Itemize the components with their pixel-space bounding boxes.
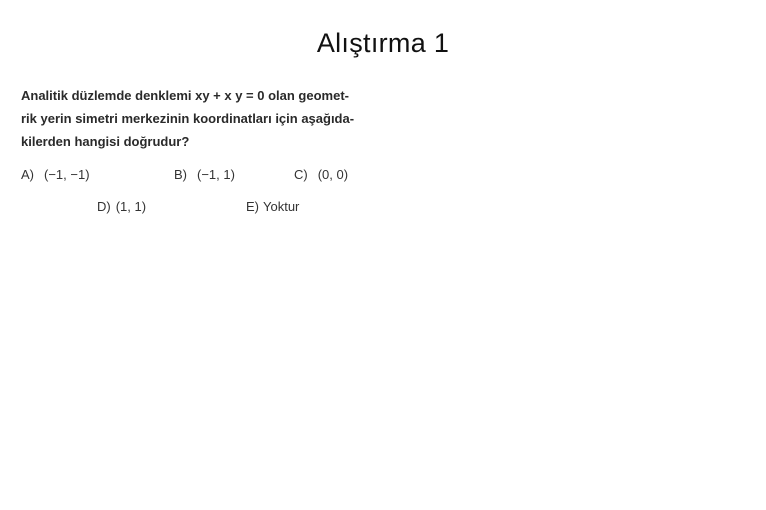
slide-title: Alıştırma 1	[316, 28, 450, 58]
option-c-label: C)	[294, 167, 308, 182]
option-e-value: Yoktur	[263, 199, 300, 214]
option-d	[97, 199, 146, 214]
option-d-label: D)	[97, 199, 111, 214]
option-b-label: B)	[174, 167, 187, 182]
question-line-1: Analitik düzlemde denklemi xy + x y = 0 olan geomet-	[21, 88, 349, 103]
option-a-value: (−1, −1)	[44, 167, 90, 182]
option-b	[174, 167, 235, 182]
option-a	[21, 167, 90, 182]
option-a-label: A)	[21, 167, 34, 182]
option-e	[246, 199, 299, 214]
option-c-value: (0, 0)	[317, 167, 349, 182]
question-line-3: kilerden hangisi doğrudur?	[21, 134, 190, 149]
option-c	[294, 167, 348, 182]
question-line-2: rik yerin simetri merkezinin koordinatları için aşağıda-	[21, 111, 355, 126]
option-e-label: E)	[246, 199, 259, 214]
option-b-value: (−1, 1)	[197, 167, 235, 182]
option-d-value: (1, 1)	[115, 199, 147, 214]
